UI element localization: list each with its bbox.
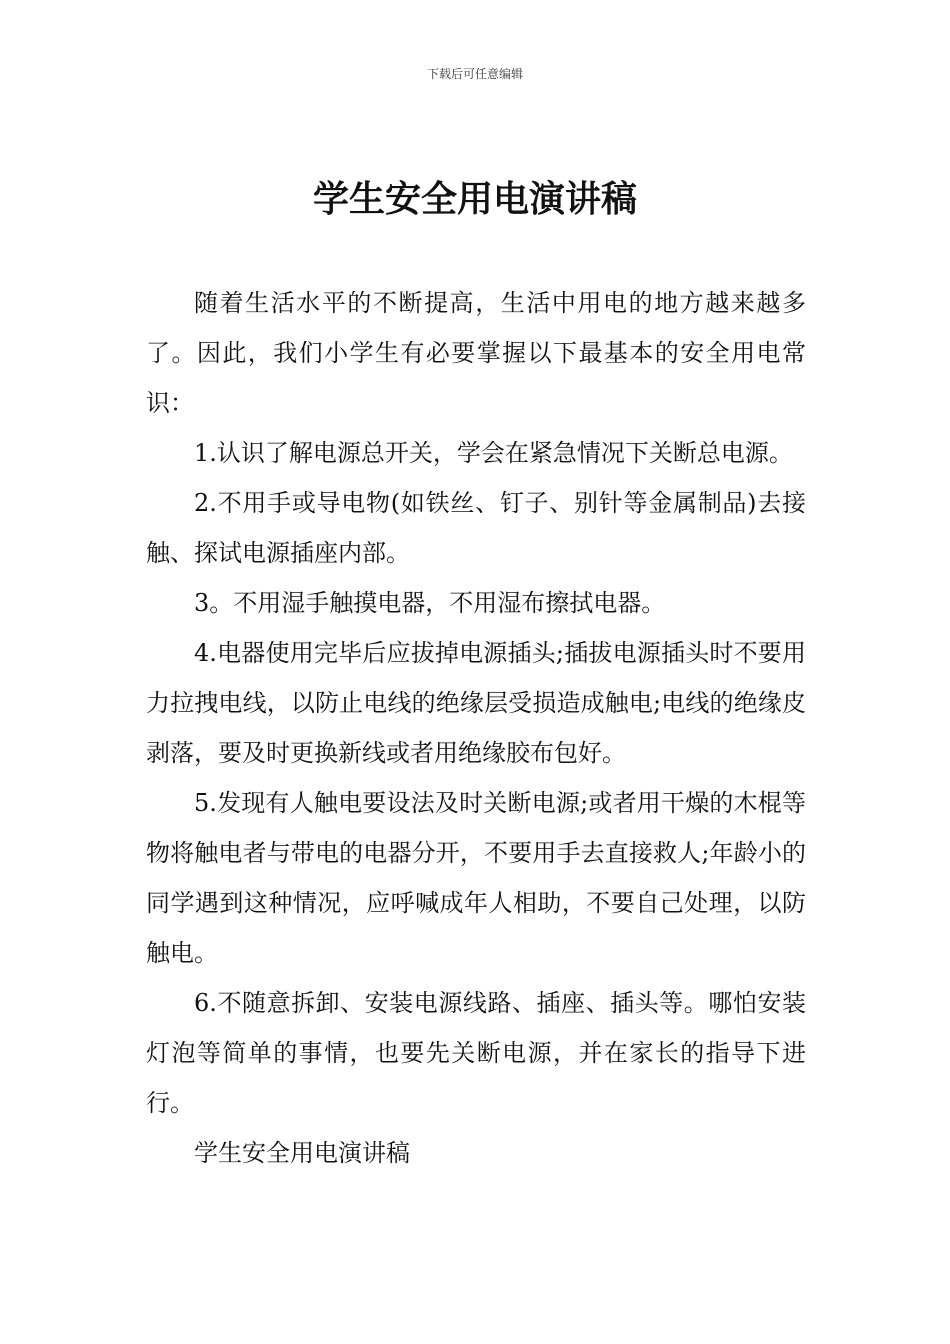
- paragraph-item-5: 5.发现有人触电要设法及时关断电源;或者用干燥的木棍等物将触电者与带电的电器分开，不要用手去直接救人;年龄小的同学遇到这种情况，应呼喊成年人相助，不要自己处理，以防触电。: [146, 789, 806, 967]
- paragraph-item-2: 2.不用手或导电物(如铁丝、钉子、别针等金属制品)去接触、探试电源插座内部。: [146, 489, 806, 567]
- paragraph-intro: 随着生活水平的不断提高，生活中用电的地方越来越多 了。因此，我们小学生有必要掌握以下最基本的安全用电常识：: [146, 289, 806, 417]
- document-title: 学生安全用电演讲稿: [312, 179, 637, 220]
- paragraph-item-6: 6.不随意拆卸、安装电源线路、插座、插头等。哪怕安装灯泡等简单的事情，也要先关断电源，并在家长的指导下进行。: [146, 989, 806, 1117]
- header-note: 下载后可任意编辑: [426, 67, 523, 81]
- paragraph-item-3: 3。不用湿手触摸电器，不用湿布擦拭电器。: [194, 589, 666, 617]
- document-body: [146, 278, 806, 1178]
- paragraph-item-4: 4.电器使用完毕后应拔掉电源插头;插拔电源插头时不要用力拉拽电线，以防止电线的绝缘层受损造成触电;电线的绝缘皮剥落，要及时更换新线或者用绝缘胶布包好。: [146, 639, 806, 767]
- paragraph-item-1: 1.认识了解电源总开关，学会在紧急情况下关断总电源。: [194, 439, 793, 467]
- paragraph-closing-title: 学生安全用电演讲稿: [194, 1139, 410, 1167]
